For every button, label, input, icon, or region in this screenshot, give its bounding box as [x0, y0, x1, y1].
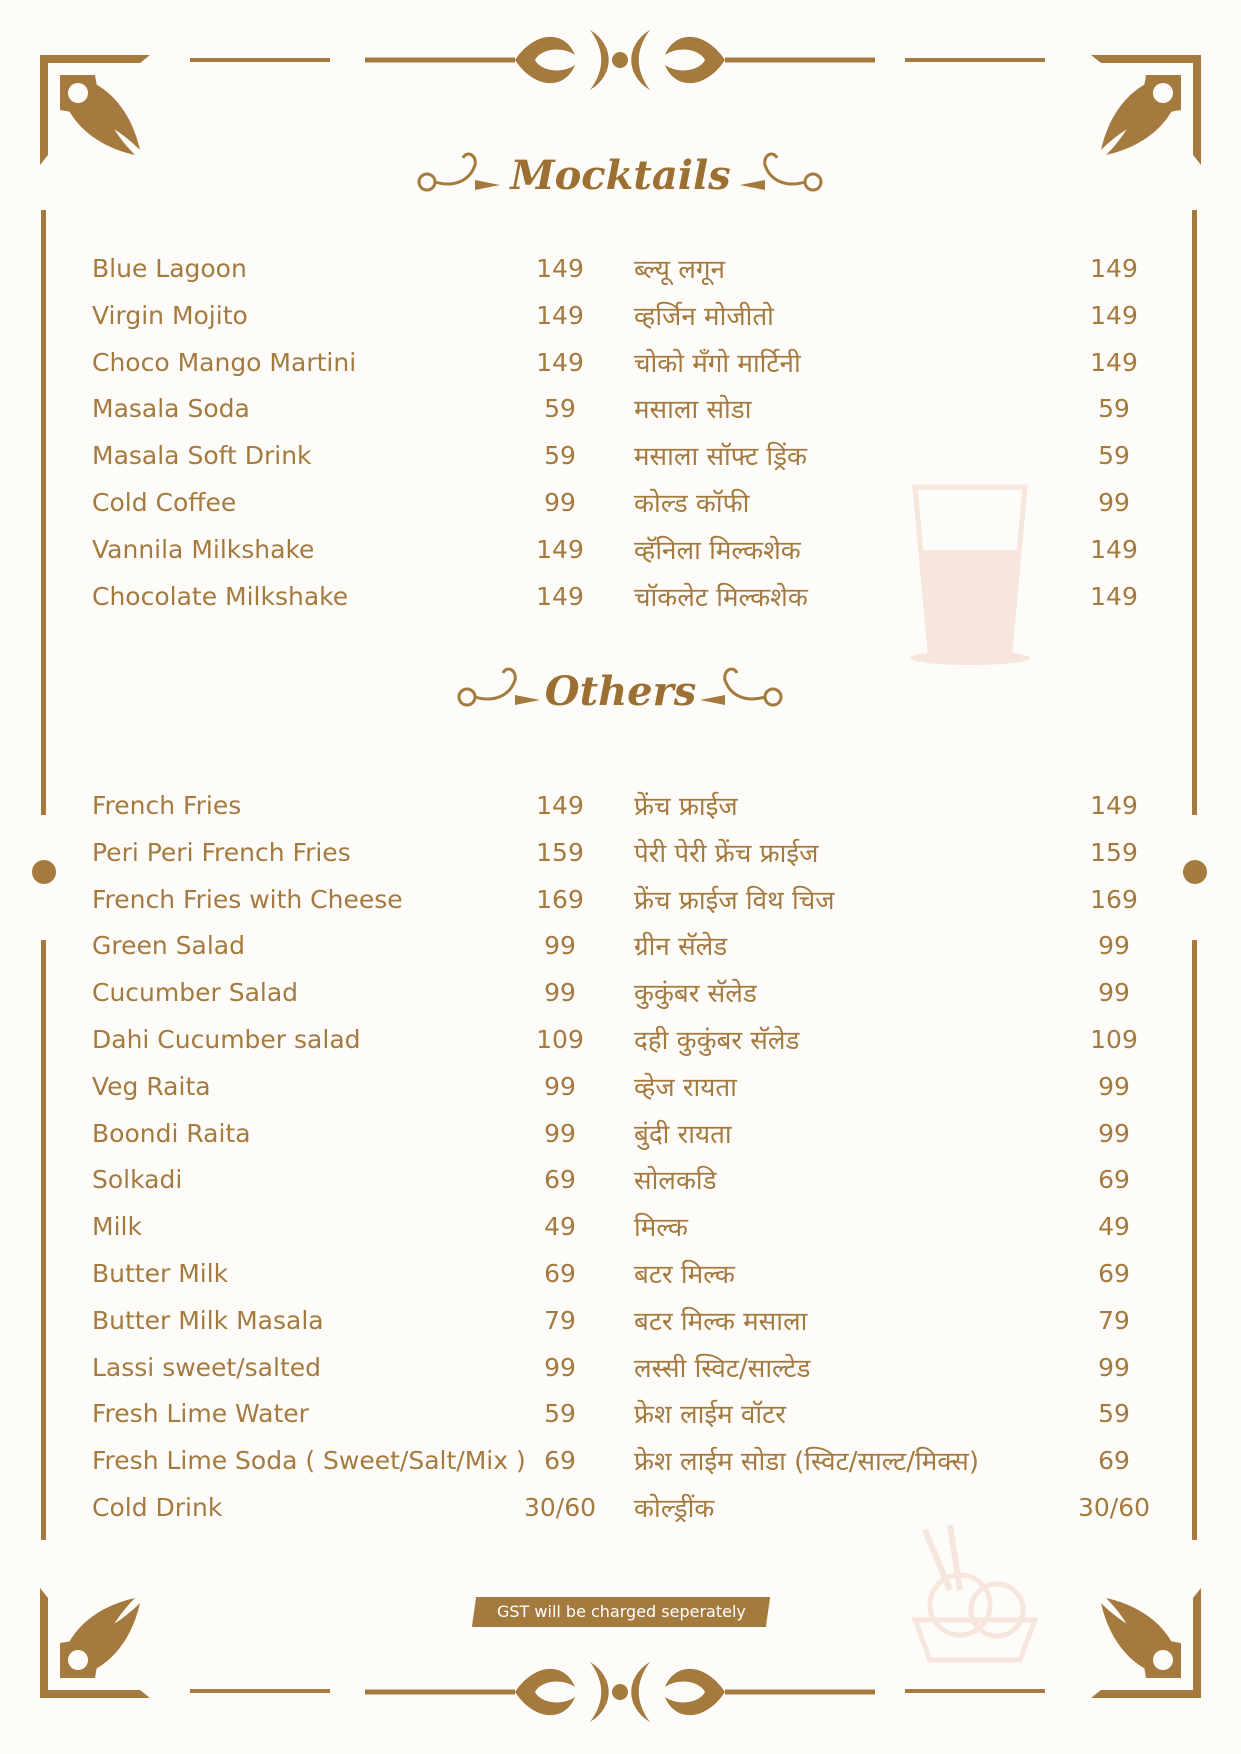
menu-item-row	[0, 1353, 1241, 1399]
menu-item-row	[0, 1165, 1241, 1211]
top-ornament-icon	[365, 10, 875, 110]
menu-item-price: 109	[536, 1025, 584, 1054]
menu-item-row	[0, 1446, 1241, 1492]
menu-item-name-hindi: मिल्क	[634, 1213, 688, 1244]
menu-item-price: 69	[544, 1446, 576, 1476]
bottom-ornament-icon	[365, 1642, 875, 1742]
menu-item-name-hindi: बटर मिल्क	[634, 1260, 735, 1290]
menu-item-name-hindi: फ्रेंच फ्राईज	[634, 792, 738, 822]
menu-item-name-hindi: लस्सी स्विट/साल्टेड	[634, 1353, 811, 1384]
menu-item-name-hindi: कोल्ड्रींक	[634, 1494, 715, 1524]
menu-item-row	[0, 1493, 1241, 1539]
title-swirl-icon	[735, 140, 825, 200]
menu-item-price: 99	[544, 1352, 576, 1382]
menu-item-name: Choco Mango Martini	[92, 347, 357, 377]
menu-item-name: Peri Peri French Fries	[92, 837, 351, 867]
menu-item-name: Vannila Milkshake	[92, 534, 315, 564]
menu-item-row	[0, 394, 1241, 440]
title-swirl-icon	[695, 655, 785, 715]
menu-item-price: 99	[544, 931, 576, 961]
menu-item-row	[0, 978, 1241, 1024]
menu-item-price: 69	[544, 1165, 576, 1195]
menu-item-name-hindi: चोको मँगो मार्टिनी	[634, 348, 801, 379]
menu-item-name: Milk	[92, 1212, 142, 1242]
menu-item-name: Fresh Lime Water	[92, 1399, 309, 1429]
menu-item-price-hindi: 149	[1090, 534, 1138, 564]
menu-item-name: Lassi sweet/salted	[92, 1352, 321, 1382]
menu-item-name: Green Salad	[92, 931, 245, 961]
menu-item-name-hindi: ग्रीन सॅलेड	[634, 932, 728, 963]
menu-item-price: 30/60	[523, 1493, 597, 1522]
menu-item-row	[0, 488, 1241, 534]
menu-item-name: Butter Milk	[92, 1259, 229, 1288]
menu-item-price-hindi: 59	[1098, 1399, 1130, 1429]
menu-item-price-hindi: 159	[1090, 837, 1138, 867]
menu-item-name-hindi: व्हर्जिन मोजीतो	[634, 301, 774, 332]
menu-item-name-hindi: पेरी पेरी फ्रेंच फ्राईज	[634, 838, 819, 869]
menu-item-price-hindi: 59	[1098, 441, 1130, 471]
menu-item-row	[0, 535, 1241, 581]
menu-item-price: 149	[536, 534, 584, 564]
menu-item-price-hindi: 69	[1098, 1446, 1130, 1476]
menu-item-price: 149	[536, 581, 584, 611]
menu-item-name-hindi: बुंदी रायता	[634, 1119, 732, 1150]
menu-item-price-hindi: 69	[1098, 1259, 1130, 1288]
menu-item-price-hindi: 69	[1098, 1165, 1130, 1195]
menu-item-price-hindi: 149	[1090, 347, 1138, 377]
menu-item-name-hindi: बटर मिल्क मसाला	[634, 1306, 808, 1337]
menu-item-price: 99	[544, 978, 576, 1008]
menu-item-price: 169	[536, 884, 584, 914]
menu-item-name: French Fries	[92, 791, 242, 820]
menu-item-row	[0, 885, 1241, 931]
menu-item-price-hindi: 149	[1090, 791, 1138, 820]
menu-item-name-hindi: मसाला सॉफ्ट ड्रिंक	[634, 442, 808, 473]
top-rule-right	[905, 58, 1045, 62]
menu-item-name-hindi: सोलकडि	[634, 1166, 717, 1197]
menu-item-name: Masala Soft Drink	[92, 441, 312, 471]
menu-item-name: Cold Coffee	[92, 488, 237, 517]
section-title-others: Others	[544, 668, 697, 715]
menu-item-price-hindi: 169	[1090, 884, 1138, 914]
menu-item-row	[0, 1072, 1241, 1118]
menu-item-price-hindi: 30/60	[1077, 1493, 1151, 1522]
menu-item-row	[0, 1306, 1241, 1352]
menu-item-row	[0, 931, 1241, 977]
menu-item-name-hindi: ब्ल्यू लगून	[634, 255, 725, 285]
menu-item-row	[0, 1399, 1241, 1445]
menu-item-price: 149	[536, 347, 584, 377]
menu-item-row	[0, 348, 1241, 394]
menu-item-price: 149	[536, 300, 584, 330]
menu-item-price-hindi: 149	[1090, 581, 1138, 611]
menu-item-name: Masala Soda	[92, 394, 250, 424]
menu-item-name-hindi: फ्रेश लाईम वॉटर	[634, 1400, 786, 1431]
menu-item-price-hindi: 49	[1098, 1212, 1130, 1242]
menu-item-price: 149	[536, 791, 584, 820]
menu-item-name: Veg Raita	[92, 1071, 211, 1101]
gst-note-text: GST will be charged seperately	[496, 1602, 746, 1621]
bottom-rule-right	[905, 1689, 1045, 1693]
section-title-mocktails: Mocktails	[510, 152, 731, 199]
top-rule-left	[190, 58, 330, 62]
menu-item-price-hindi: 79	[1098, 1305, 1130, 1335]
menu-item-row	[0, 1259, 1241, 1305]
menu-item-row	[0, 791, 1241, 837]
menu-item-price-hindi: 99	[1098, 931, 1130, 961]
menu-item-price-hindi: 99	[1098, 1071, 1130, 1101]
corner-flourish-icon	[40, 1578, 160, 1698]
menu-item-price: 49	[544, 1212, 576, 1242]
menu-item-row	[0, 1119, 1241, 1165]
bottom-rule-left	[190, 1689, 330, 1693]
menu-item-price-hindi: 149	[1090, 254, 1138, 283]
menu-item-price: 149	[536, 254, 584, 283]
menu-item-name: French Fries with Cheese	[92, 884, 403, 914]
menu-item-name-hindi: चॉकलेट मिल्कशेक	[634, 582, 808, 613]
menu-item-row	[0, 441, 1241, 487]
menu-item-price: 59	[544, 1399, 576, 1429]
corner-flourish-icon	[1081, 1578, 1201, 1698]
menu-item-price: 99	[544, 488, 576, 517]
menu-item-name: Butter Milk Masala	[92, 1305, 324, 1335]
menu-item-row	[0, 1212, 1241, 1258]
menu-item-price: 59	[544, 394, 576, 424]
menu-item-name-hindi: मसाला सोडा	[634, 395, 752, 426]
menu-item-price: 99	[544, 1071, 576, 1101]
menu-item-price-hindi: 149	[1090, 300, 1138, 330]
menu-item-row	[0, 838, 1241, 884]
menu-item-price: 59	[544, 441, 576, 471]
menu-item-name-hindi: फ्रेश लाईम सोडा (स्विट/साल्ट/मिक्स)	[634, 1447, 979, 1478]
menu-item-name: Virgin Mojito	[92, 300, 248, 330]
menu-item-name: Boondi Raita	[92, 1118, 251, 1148]
menu-item-name: Solkadi	[92, 1165, 183, 1195]
menu-item-price-hindi: 99	[1098, 978, 1130, 1008]
menu-item-price-hindi: 59	[1098, 394, 1130, 424]
menu-item-price-hindi: 99	[1098, 1352, 1130, 1382]
menu-item-name: Dahi Cucumber salad	[92, 1025, 361, 1054]
menu-item-price: 79	[544, 1305, 576, 1335]
menu-item-name-hindi: दही कुकुंबर सॅलेड	[634, 1026, 800, 1056]
menu-item-name-hindi: कोल्ड कॉफी	[634, 489, 750, 519]
menu-item-price-hindi: 99	[1098, 488, 1130, 517]
menu-item-price-hindi: 99	[1098, 1118, 1130, 1148]
menu-item-row	[0, 1025, 1241, 1071]
menu-item-price: 99	[544, 1118, 576, 1148]
menu-item-name: Blue Lagoon	[92, 254, 247, 283]
menu-item-price: 69	[544, 1259, 576, 1288]
menu-item-name-hindi: व्हेज रायता	[634, 1072, 737, 1103]
ice-cream-illustration-icon	[905, 1520, 1045, 1665]
menu-item-row	[0, 254, 1241, 300]
menu-item-name: Cucumber Salad	[92, 978, 299, 1008]
menu-item-name-hindi: व्हॅनिला मिल्कशेक	[634, 535, 801, 566]
gst-note-banner	[472, 1597, 770, 1627]
menu-item-name: Fresh Lime Soda ( Sweet/Salt/Mix )	[92, 1446, 526, 1476]
menu-item-name: Cold Drink	[92, 1493, 223, 1522]
menu-item-row	[0, 582, 1241, 628]
menu-item-name-hindi: कुकुंबर सॅलेड	[634, 979, 757, 1010]
menu-item-name: Chocolate Milkshake	[92, 581, 349, 611]
menu-item-name-hindi: फ्रेंच फ्राईज विथ चिज	[634, 885, 835, 916]
menu-item-price-hindi: 109	[1090, 1025, 1138, 1054]
menu-item-row	[0, 301, 1241, 347]
menu-item-price: 159	[536, 837, 584, 867]
